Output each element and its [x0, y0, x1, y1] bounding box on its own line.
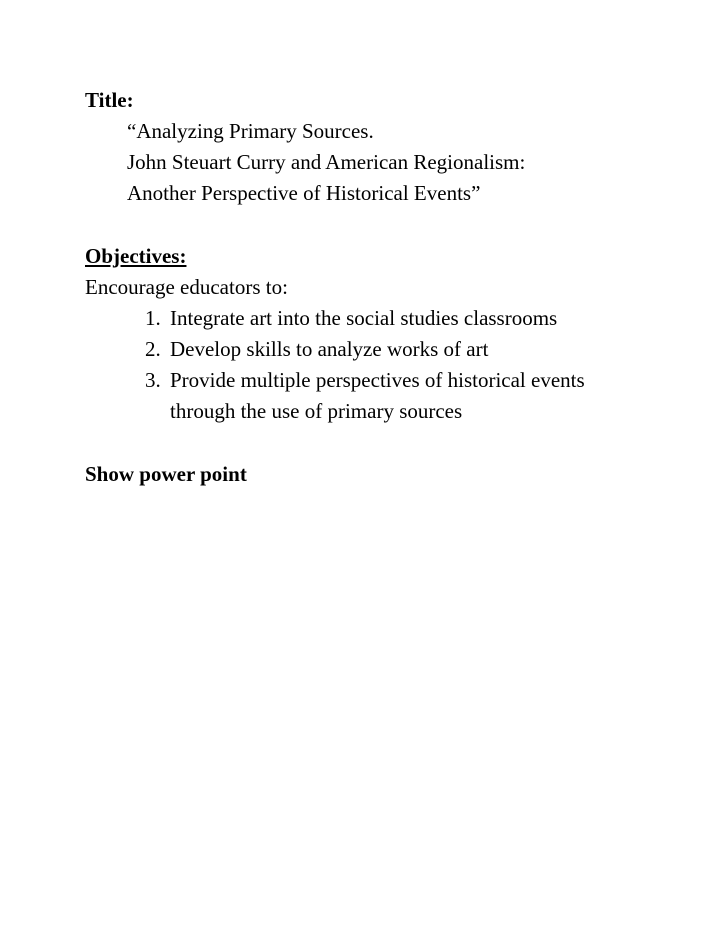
title-line-2: John Steuart Curry and American Regionalism: [127, 150, 526, 174]
objective-text: Integrate art into the social studies classrooms [170, 306, 558, 330]
show-power-point-instruction: Show power point [85, 462, 247, 486]
objective-item-3 [145, 365, 585, 396]
objectives-intro: Encourage educators to: [85, 275, 288, 299]
title-line-3: Another Perspective of Historical Events” [127, 181, 481, 205]
objective-text: Provide multiple perspectives of historical events [170, 368, 585, 392]
objective-number: 2. [145, 337, 161, 361]
objective-item-2 [145, 334, 488, 365]
objective-item-3-continuation: through the use of primary sources [170, 399, 463, 423]
objective-item-1 [145, 303, 557, 334]
objective-text: Develop skills to analyze works of art [170, 337, 489, 361]
objectives-label: Objectives: [85, 244, 187, 268]
title-label: Title: [85, 88, 134, 112]
title-line-1: “Analyzing Primary Sources. [127, 119, 374, 143]
objective-number: 1. [145, 306, 161, 330]
objective-number: 3. [145, 368, 161, 392]
